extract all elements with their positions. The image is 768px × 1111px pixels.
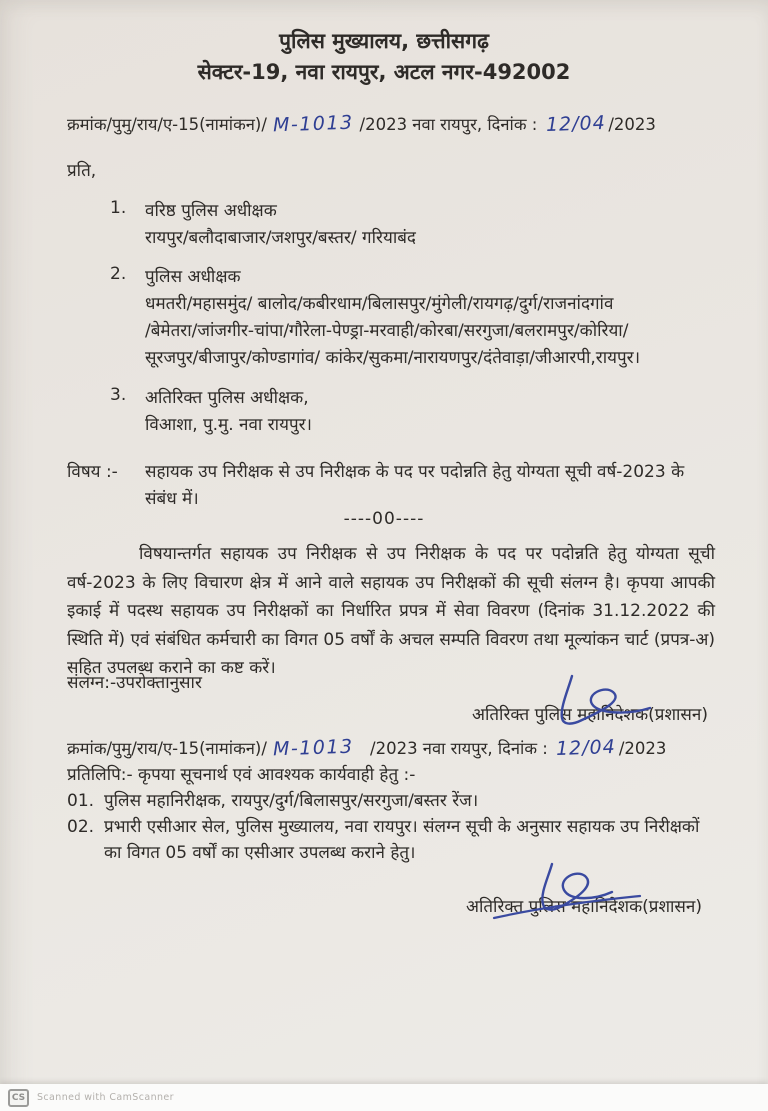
reference-line-top (67, 112, 656, 135)
recipient-3-office: विआशा, पु.मु. नवा रायपुर। (145, 415, 312, 435)
handwritten-date-2: 12/04 (555, 735, 617, 761)
copy-item-2 (67, 814, 704, 866)
ref2-middle: /2023 नवा रायपुर, दिनांक : (370, 739, 548, 758)
letterhead-address: सेक्टर-19, नवा रायपुर, अटल नगर-492002 (197, 60, 571, 84)
recipient-3-title: अतिरिक्त पुलिस अधीक्षक, (145, 388, 309, 408)
recipient-1 (145, 198, 416, 252)
copies-heading: प्रतिलिपि:- कृपया सूचनार्थ एवं आवश्यक कार्यवाही हेतु :- (67, 765, 416, 785)
recipient-1-title: वरिष्ठ पुलिस अधीक्षक (145, 201, 277, 221)
copy-item-1-number: 01. (67, 791, 95, 811)
handwritten-date: 12/04 (545, 111, 606, 137)
ref-prefix: क्रमांक/पुमु/राय/ए-15(नामांकन)/ (67, 115, 267, 134)
camscanner-logo-icon: CS (8, 1089, 29, 1107)
letterhead (0, 26, 768, 88)
handwritten-ref-number-2: M-1013 (272, 735, 354, 761)
camscanner-footer (0, 1084, 768, 1111)
salutation: प्रति, (67, 161, 97, 181)
letterhead-org: पुलिस मुख्यालय, छत्तीसगढ़ (279, 29, 489, 53)
recipient-3 (145, 385, 312, 439)
signatory-title-1: अतिरिक्त पुलिस महानिदेशक(प्रशासन) (471, 705, 708, 725)
ref-suffix: /2023 (608, 115, 656, 134)
subject-label: विषय :- (67, 462, 118, 482)
recipient-2-title: पुलिस अधीक्षक (145, 267, 241, 287)
signatory-title-2: अतिरिक्त पुलिस महानिदेशक(प्रशासन) (465, 897, 702, 917)
recipient-2-districts-1: धमतरी/महासमुंद/ बालोद/कबीरधाम/बिलासपुर/मुंगेली/रायगढ़/दुर्ग/राजनांदगांव (145, 294, 614, 314)
copy-item-1 (67, 788, 704, 814)
recipient-2-number: 2. (110, 264, 127, 284)
signature-ink-2 (490, 858, 680, 928)
recipient-2 (145, 264, 640, 372)
body-paragraph: विषयान्तर्गत सहायक उप निरीक्षक से उप निरीक्षक के पद पर पदोन्नति हेतु योग्यता सूची वर्ष-2023 के लिए विचारण क्षेत्र में आने वाले सहायक उप निरीक्षकों की सूची संलग्न है। कृपया आपकी इकाई में पदस्थ सहायक उप निरीक्षकों का निर्धारित प्रपत्र में सेवा विवरण (दिनांक 31.12.2022 की स्थिति में) एवं संबंधित कर्मचारी का विगत 05 वर्षों के अचल सम्पति विवरण तथा मूल्यांकन चार्ट (प्रपत्र-अ) सहित उपलब्ध कराने का कष्ट करें। (67, 544, 715, 678)
camscanner-label: Scanned with CamScanner (37, 1092, 174, 1103)
recipient-2-districts-3: सूरजपुर/बीजापुर/कोण्डागांव/ कांकेर/सुकमा/नारायणपुर/दंतेवाड़ा/जीआरपी,रायपुर। (145, 348, 641, 368)
recipient-1-districts: रायपुर/बलौदाबाजार/जशपुर/बस्तर/ गरियाबंद (145, 228, 416, 248)
ref2-prefix: क्रमांक/पुमु/राय/ए-15(नामांकन)/ (67, 739, 267, 758)
ref-middle: /2023 नवा रायपुर, दिनांक : (359, 115, 538, 134)
copy-item-2-number: 02. (67, 817, 95, 837)
copy-item-2-text: प्रभारी एसीआर सेल, पुलिस मुख्यालय, नवा रायपुर। संलग्न सूची के अनुसार सहायक उप निरीक्षकों का विगत 05 वर्षों का एसीआर उपलब्ध कराने हेतु। (104, 817, 700, 863)
subject-text: सहायक उप निरीक्षक से उप निरीक्षक के पद पर पदोन्नति हेतु योग्यता सूची वर्ष-2023 के संबंध में। (145, 462, 685, 509)
ref2-suffix: /2023 (618, 739, 667, 758)
recipient-3-number: 3. (110, 385, 127, 405)
reference-line-bottom (67, 736, 666, 759)
separator-00: ----00---- (343, 509, 425, 529)
handwritten-ref-number: M-1013 (272, 111, 354, 137)
enclosure-note: संलग्न:-उपरोक्तानुसार (67, 673, 202, 693)
copy-item-1-text: पुलिस महानिरीक्षक, रायपुर/दुर्ग/बिलासपुर/सरगुजा/बस्तर रेंज। (104, 791, 479, 811)
recipient-1-number: 1. (110, 198, 127, 218)
recipient-2-districts-2: /बेमेतरा/जांजगीर-चांपा/गौरेला-पेण्ड्रा-मरवाही/कोरबा/सरगुजा/बलरामपुर/कोरिया/ (145, 321, 629, 341)
